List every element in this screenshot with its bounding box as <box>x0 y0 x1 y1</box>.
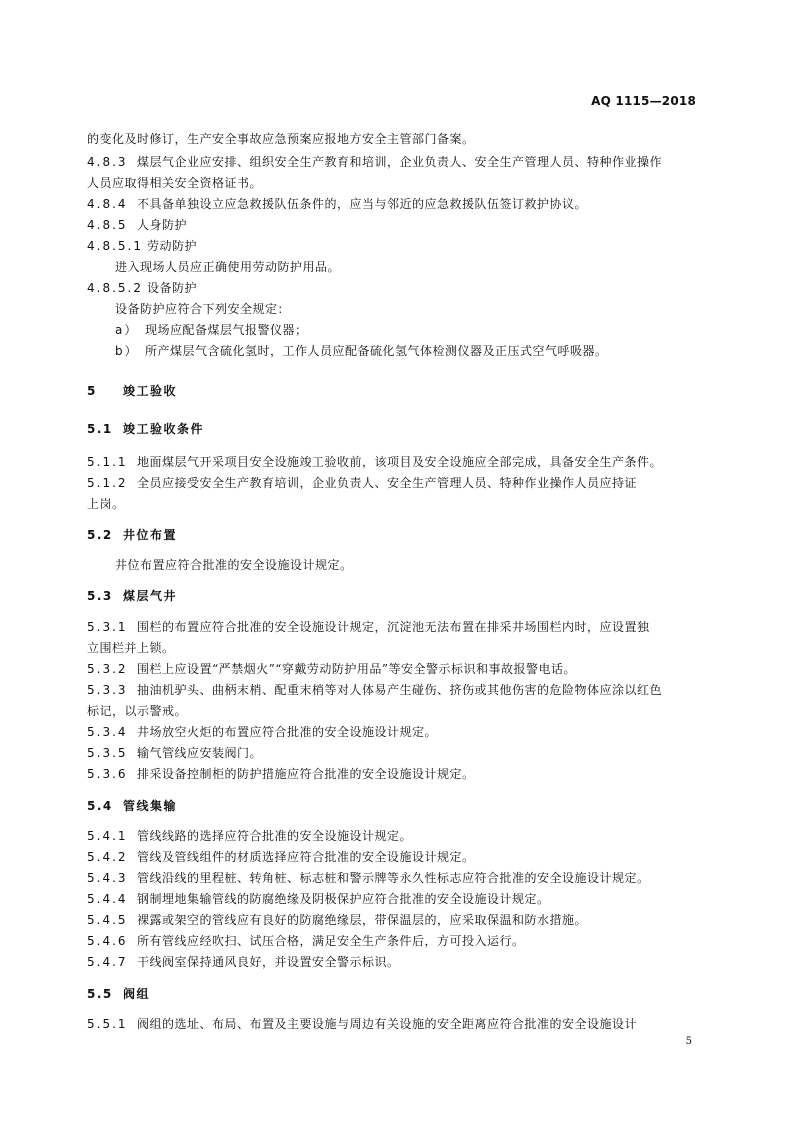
clause-number: 4.8.4 <box>87 197 128 211</box>
body-line <box>87 828 412 844</box>
clause-number: 5.4.6 <box>87 934 128 948</box>
clause-text: 全员应接受安全生产教育培训，企业负责人、安全生产管理人员、特种作业操作人员应持证 <box>137 476 638 490</box>
clause-text: 阀组的选址、布局、布置及主要设施与周边有关设施的安全距离应符合批准的安全设施设计 <box>137 1017 638 1031</box>
clause-number: 5.4.7 <box>87 955 128 969</box>
clause-number: 4.8.5.2 <box>87 281 143 295</box>
body-line <box>87 745 262 761</box>
clause-text: 人员应取得相关安全资格证书。 <box>87 176 263 190</box>
body-line <box>87 703 187 719</box>
clause-text: 标记，以示警戒。 <box>87 704 188 718</box>
clause-text: 围栏的布置应符合批准的安全设施设计规定，沉淀池无法布置在排采井场围栏内时，应设置独 <box>137 620 650 634</box>
body-line <box>87 891 550 907</box>
clause-number: 5.3.5 <box>87 746 128 760</box>
clause-number: 5.4.5 <box>87 913 128 927</box>
clause-number: 4.8.5.1 <box>87 239 143 253</box>
clause-text: 裸露或架空的管线应有良好的防腐绝缘层，带保温层的，应采取保温和防水措施。 <box>137 913 588 927</box>
body-line <box>87 849 475 865</box>
clause-number: a） <box>115 323 139 337</box>
body-line <box>87 661 576 677</box>
body-line <box>87 154 662 170</box>
clause-text: 围栏上应设置“严禁烟火”“穿戴劳动防护用品”等安全警示标识和事故报警电话。 <box>137 662 577 676</box>
body-line <box>115 301 290 317</box>
clause-number: 5.4 <box>87 799 113 813</box>
clause-text: 管线线路的选择应符合批准的安全设施设计规定。 <box>137 829 413 843</box>
body-line <box>87 238 197 254</box>
clause-number: 5.2 <box>87 528 113 542</box>
body-line <box>87 496 125 512</box>
heading-text: 阀组 <box>123 987 151 1001</box>
section-heading <box>87 986 150 1002</box>
body-line <box>87 217 187 233</box>
section-heading <box>87 527 177 543</box>
clause-text: 不具备单独设立应急救援队伍条件的，应当与邻近的应急救援队伍签订救护协议。 <box>137 197 588 211</box>
page-number: 5 <box>685 1036 692 1047</box>
body-line <box>87 196 587 212</box>
clause-number: 5.4.3 <box>87 871 128 885</box>
clause-text: 抽油机驴头、曲柄末梢、配重末梢等对人体易产生碰伤、挤伤或其他伤害的危险物体应涂以红色 <box>137 683 663 697</box>
body-line <box>87 724 437 740</box>
document-header: AQ 1115—2018 <box>591 94 696 108</box>
clause-text: 现场应配备煤层气报警仪器； <box>145 323 308 337</box>
clause-text: 所有管线应经吹扫、试压合格，满足安全生产条件后，方可投入运行。 <box>137 934 525 948</box>
body-line <box>115 343 608 359</box>
body-line <box>87 640 175 656</box>
body-line <box>87 870 650 886</box>
body-line <box>87 475 637 491</box>
clause-number: b） <box>115 344 139 358</box>
clause-number: 5.3.3 <box>87 683 128 697</box>
clause-text: 设备防护应符合下列安全规定： <box>115 302 291 316</box>
section-heading <box>87 798 177 814</box>
clause-number: 5.3.1 <box>87 620 128 634</box>
clause-text: 劳动防护 <box>147 239 198 253</box>
clause-text: 上岗。 <box>87 497 125 511</box>
clause-text: 管线及管线组件的材质选择应符合批准的安全设施设计规定。 <box>137 850 475 864</box>
clause-text: 管线沿线的里程桩、转角桩、标志桩和警示牌等永久性标志应符合批准的安全设施设计规定。 <box>137 871 650 885</box>
clause-number: 4.8.3 <box>87 155 128 169</box>
body-line <box>87 175 262 191</box>
clause-text: 煤层气企业应安排、组织安全生产教育和培训，企业负责人、安全生产管理人员、特种作业操作 <box>137 155 663 169</box>
clause-number: 5.4.2 <box>87 850 128 864</box>
clause-text: 钢制埋地集输管线的防腐绝缘及阴极保护应符合批准的安全设施设计规定。 <box>137 892 550 906</box>
clause-text: 进入现场人员应正确使用劳动防护用品。 <box>115 260 341 274</box>
section-heading <box>87 588 177 604</box>
clause-text: 的变化及时修订，生产安全事故应急预案应报地方安全主管部门备案。 <box>87 132 475 146</box>
clause-number: 5.1.1 <box>87 455 128 469</box>
clause-number: 5.4.4 <box>87 892 128 906</box>
heading-text: 管线集输 <box>123 799 178 813</box>
clause-text: 井场放空火炬的布置应符合批准的安全设施设计规定。 <box>137 725 438 739</box>
body-line <box>115 557 353 573</box>
heading-text: 煤层气井 <box>123 589 178 603</box>
clause-number: 5.1.2 <box>87 476 128 490</box>
heading-text: 竣工验收条件 <box>123 422 205 436</box>
clause-text: 井位布置应符合批准的安全设施设计规定。 <box>115 558 353 572</box>
clause-number: 5 <box>87 384 97 398</box>
section-heading <box>87 383 177 399</box>
body-line <box>87 912 587 928</box>
heading-text: 井位布置 <box>123 528 178 542</box>
clause-number: 5.3.2 <box>87 662 128 676</box>
clause-number: 5.3.4 <box>87 725 128 739</box>
body-line <box>115 259 340 275</box>
body-line <box>87 454 662 470</box>
body-line <box>87 1016 637 1032</box>
body-line <box>87 682 662 698</box>
body-line <box>87 933 525 949</box>
heading-text: 竣工验收 <box>123 384 178 398</box>
clause-text: 所产煤层气含硫化氢时，工作人员应配备硫化氢气体检测仪器及正压式空气呼吸器。 <box>145 344 608 358</box>
clause-text: 地面煤层气开采项目安全设施竣工验收前，该项目及安全设施应全部完成，具备安全生产条件。 <box>137 455 663 469</box>
clause-text: 立围栏并上锁。 <box>87 641 175 655</box>
clause-text: 设备防护 <box>147 281 198 295</box>
clause-number: 5.3.6 <box>87 767 128 781</box>
clause-number: 5.1 <box>87 422 113 436</box>
clause-number: 5.5.1 <box>87 1017 128 1031</box>
body-line <box>115 322 308 338</box>
clause-text: 排采设备控制柜的防护措施应符合批准的安全设施设计规定。 <box>137 767 475 781</box>
body-line <box>87 131 475 147</box>
clause-text: 人身防护 <box>137 218 188 232</box>
clause-number: 5.5 <box>87 987 113 1001</box>
clause-text: 输气管线应安装阀门。 <box>137 746 263 760</box>
clause-number: 4.8.5 <box>87 218 128 232</box>
clause-text: 干线阀室保持通风良好，并设置安全警示标识。 <box>137 955 400 969</box>
section-heading <box>87 421 204 437</box>
body-line <box>87 954 400 970</box>
clause-number: 5.3 <box>87 589 113 603</box>
body-line <box>87 280 197 296</box>
body-line <box>87 619 650 635</box>
clause-number: 5.4.1 <box>87 829 128 843</box>
body-line <box>87 766 475 782</box>
